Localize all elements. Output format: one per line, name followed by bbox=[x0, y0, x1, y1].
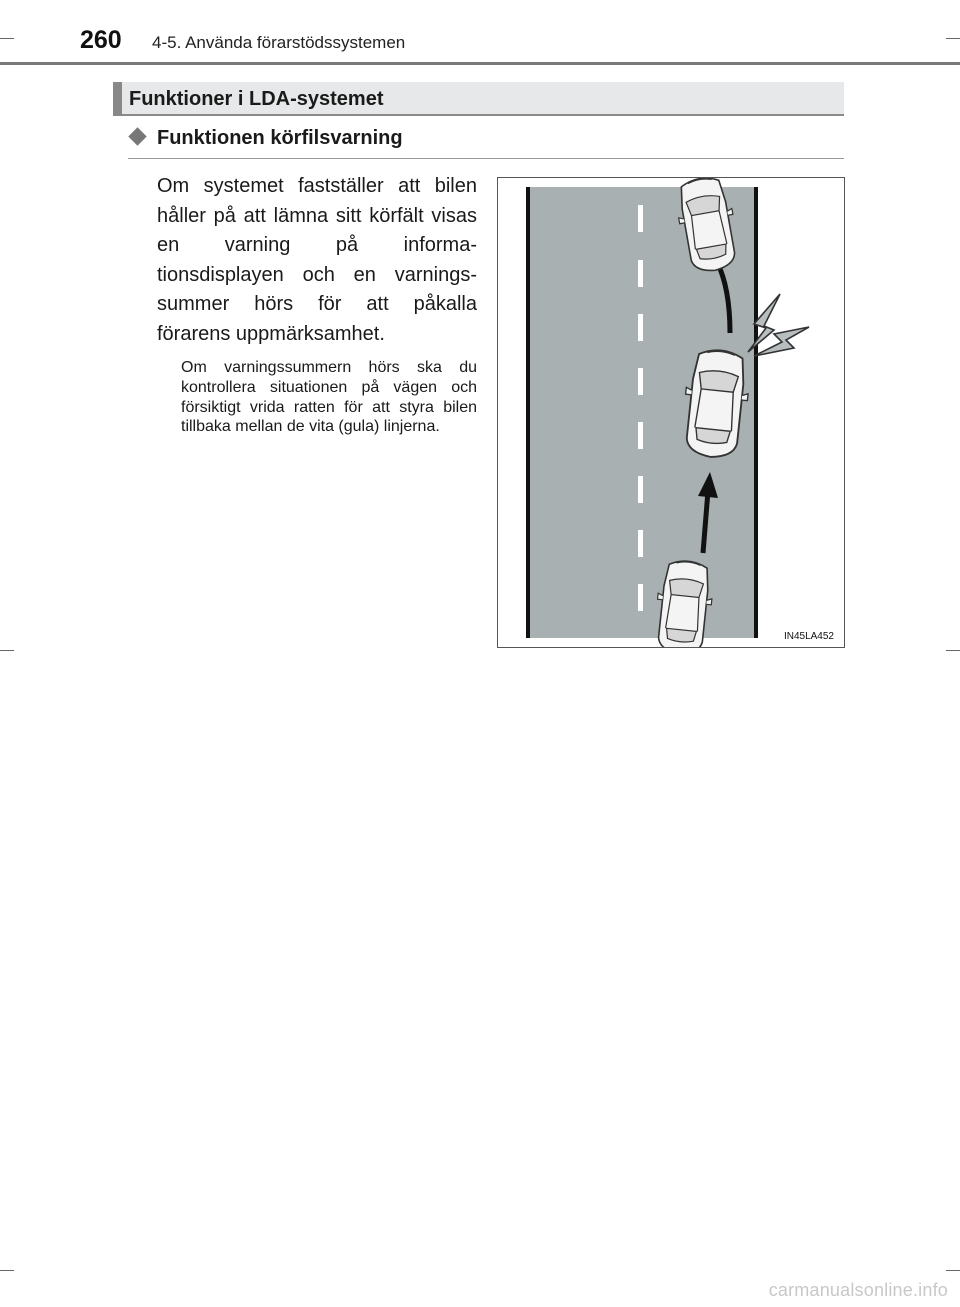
crop-mark bbox=[946, 650, 960, 651]
left-lane-edge bbox=[526, 187, 530, 638]
section-title: Funktioner i LDA-systemet bbox=[129, 88, 384, 110]
body-paragraph: Om systemet fastställer att bilen håller på att lämna sitt körfält visas en varning på informa- tionsdisplayen och en varnings- summer hörs för att påkalla förarens uppmärksamhet. bbox=[157, 175, 477, 345]
diamond-bullet-icon bbox=[128, 127, 146, 145]
figure-code: IN45LA452 bbox=[783, 631, 834, 642]
section-bar-accent bbox=[113, 82, 122, 116]
crop-mark bbox=[0, 650, 14, 651]
note-paragraph: Om varningssummern hörs ska du kontrollera situationen på vägen och försiktigt vrida ratten för att styra bilen tillbaka mellan de vita (gula) linjerna. bbox=[181, 359, 477, 436]
subsection-title: Funktionen körfilsvarning bbox=[157, 127, 403, 149]
lane-departure-illustration bbox=[498, 178, 844, 647]
subsection-rule bbox=[128, 158, 844, 159]
crop-mark bbox=[0, 1270, 14, 1271]
page-number: 260 bbox=[80, 26, 122, 54]
watermark: carmanualsonline.info bbox=[768, 1280, 948, 1300]
right-lane-edge bbox=[754, 187, 758, 638]
header-rule bbox=[0, 62, 960, 65]
lane-departure-figure bbox=[497, 177, 845, 648]
crop-mark bbox=[0, 38, 14, 39]
crop-mark bbox=[946, 38, 960, 39]
crop-mark bbox=[946, 1270, 960, 1271]
chapter-title: 4-5. Använda förarstödssystemen bbox=[152, 33, 406, 52]
